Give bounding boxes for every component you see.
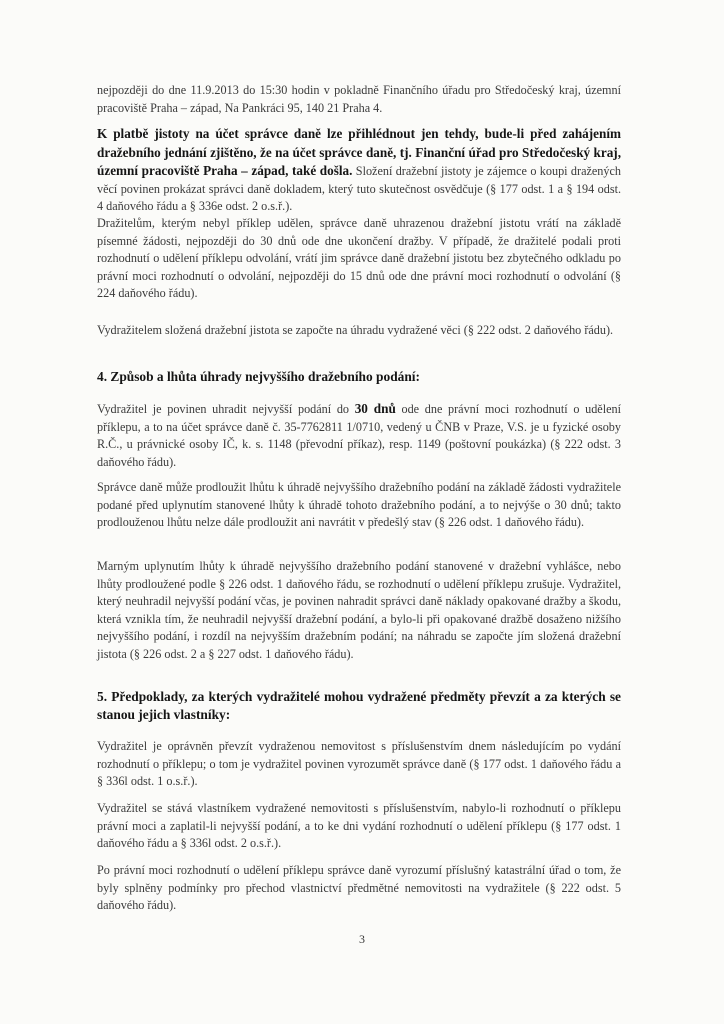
paragraph-deposit-refund: Dražitelům, kterým nebyl příklep udělen, správce daně uhrazenou dražební jistotu vrátí na základě písemné žádosti, nejpozději do 30 dnů ode dne ukončení dražby. V případě, že dražitelé podali proti rozhodnutí o udělení příklepu odvolání, vrátí jim správce daně dražební jistotu bez zbytečného odkladu po právní moci rozhodnutí o odvolání, nejpozději do 15 dnů ode dne právní moci rozhodnutí o odvolání (§ 224 daňového řádu). — [97, 216, 621, 300]
paragraph-cadastre-notice: Po právní moci rozhodnutí o udělení příklepu správce daně vyrozumí příslušný katastrální úřad o tom, že byly splněny podmínky pro přechod vlastnictví předmětné nemovitosti na vydražitele (§ 222 odst. 5 daňového řádu). — [97, 863, 621, 912]
section-heading-4: 4. Způsob a lhůta úhrady nejvyššího dražebního podání: — [97, 369, 420, 384]
paragraph-deposit-credit: K platbě jistoty na účet správce daně lze přihlédnout jen tehdy, bude-li před zahájením dražebního jednání zjištěno, že na účet správce daně, tj. Finanční úřad pro Středočeský kraj, územní pracoviště Praha – západ, také došla. Složení dražební jistoty je zájemce o koupi dražených věcí povinen prokázat správci daně dokladem, který tuto skutečnost osvědčuje (§ 177 odst. 1 a § 194 odst. 4 daňového řádu a § 336e odst. 2 o.s.ř.). — [97, 126, 621, 213]
paragraph-payment-deadline: nejpozději do dne 11.9.2013 do 15:30 hodin v pokladně Finančního úřadu pro Středočeský kraj, územní pracoviště Praha – západ, Na Pankráci 95, 140 21 Praha 4. — [97, 83, 621, 115]
paragraph-missed-deadline: Marným uplynutím lhůty k úhradě nejvyššího dražebního podání stanovené v dražební vyhlášce, nebo lhůty prodloužené podle § 226 odst. 1 daňového řádu, se rozhodnutí o udělení příklepu zrušuje. Vydražitel, který neuhradil nejvyšší podání včas, je povinen nahradit správci daně náklady opakované dražby a škodu, která vznikla tím, že neuhradil nejvyšší dražební podání, a bylo-li při opakované dražbě dosaženo nižšího nejvyššího podání, i rozdíl na nejvyšším dražebním podání; na náhradu se započte jím složená dražební jistota (§ 226 odst. 2 a § 227 odst. 1 daňového řádu). — [97, 559, 621, 661]
paragraph-ownership: Vydražitel se stává vlastníkem vydražené nemovitosti s příslušenstvím, nabylo-li rozhodnutí o příklepu právní moci a zaplatil-li nejvyšší podání, a to ke dni vydání rozhodnutí o udělení příklepu (§ 177 odst. 1 daňového řádu a § 336l odst. 2 o.s.ř.). — [97, 801, 621, 850]
paragraph-deadline-extension: Správce daně může prodloužit lhůtu k úhradě nejvyššího dražebního podání na základě žádosti vydražitele podané před uplynutím stanovené lhůty k úhradě tohoto dražebního podání, a to nejvýše o 30 dnů; takto prodlouženou lhůtu nelze dále prodloužit ani navrátit v předešlý stav (§ 226 odst. 1 daňového řádu). — [97, 480, 621, 529]
section-heading-5: 5. Předpoklady, za kterých vydražitelé mohou vydražené předměty převzít a za kterých se stanou jejich vlastníky: — [97, 689, 621, 722]
page-number: 3 — [359, 932, 365, 946]
paragraph-takeover-right: Vydražitel je oprávněn převzít vydraženou nemovitost s příslušenstvím dnem následujícím po vydání rozhodnutí o příklepu; o tom je vydražitel povinen vyrozumět správce daně (§ 177 odst. 1 daňového řádu a § 336l odst. 1 o.s.ř.). — [97, 739, 621, 788]
paragraph-payment-account: Vydražitel je povinen uhradit nejvyšší podání do 30 dnů ode dne právní moci rozhodnutí o udělení příklepu, a to na účet správce daně č. 35-7762811 1/0710, vedený u ČNB v Praze, V.S. je u fyzické osoby R.Č., u právnické osoby IČ, k. s. 1148 (převodní příkaz), resp. 1149 (poštovní poukázka) (§ 222 odst. 3 daňového řádu). — [97, 401, 621, 469]
paragraph-deposit-offset: Vydražitelem složená dražební jistota se započte na úhradu vydražené věci (§ 222 odst. 2 daňového řádu). — [97, 323, 614, 337]
